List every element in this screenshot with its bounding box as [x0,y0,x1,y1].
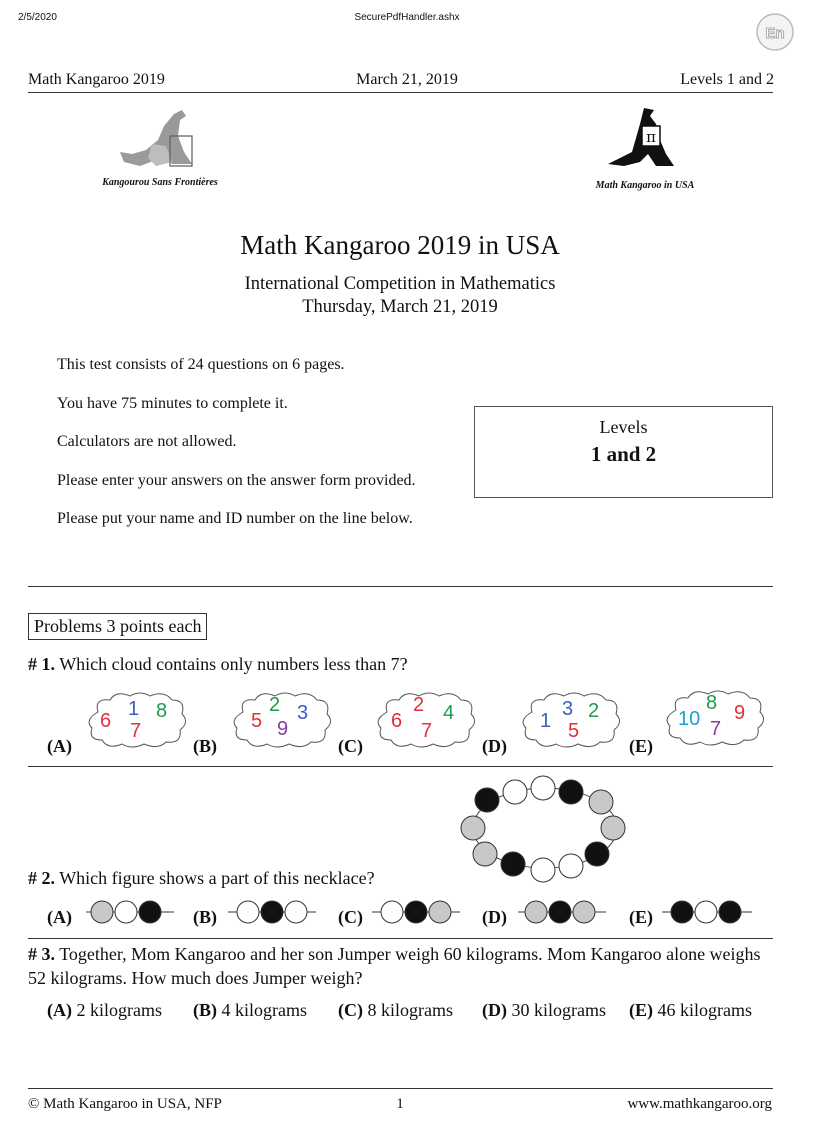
cloud-number: 9 [277,718,289,740]
math-kangaroo-logo-icon [600,104,680,176]
page-subtitle: International Competition in Mathematics [244,274,556,294]
kangourou-logo-icon [112,106,200,178]
question-text: Which cloud contains only numbers less than 7? [59,654,408,674]
en-badge-text: En [765,25,785,42]
cloud-number: 1 [128,698,140,720]
cloud-number: 1 [540,710,552,732]
q2-option-a-label[interactable]: (A) [47,907,72,927]
instruction-line: Please enter your answers on the answer form provided. [57,472,416,489]
question-2 [28,868,375,889]
q3-option-c[interactable]: (C) 8 kilograms [338,1000,453,1020]
question-number: # 3. [28,944,55,964]
q2-option-c-label[interactable]: (C) [338,907,363,927]
print-filename: SecurePdfHandler.ashx [354,12,460,23]
bead [473,842,497,866]
levels-value: 1 and 2 [590,442,657,466]
q2-option-a-beads[interactable] [86,900,176,924]
footer-copyright: © Math Kangaroo in USA, NFP [28,1096,222,1112]
header-left: Math Kangaroo 2019 [28,71,165,88]
q2-option-b-beads[interactable] [228,900,318,924]
question-text: Together, Mom Kangaroo and her son Jumper weigh 60 kilograms. Mom Kangaroo alone weighs 52 kilograms. How much does Jumper weigh? [28,944,761,988]
levels-label: Levels [599,417,648,437]
q1-option-e-label[interactable]: (E) [629,736,653,756]
cloud-number: 2 [269,694,281,716]
section-rule [28,586,773,587]
footer-rule [28,1088,773,1089]
instruction-line: You have 75 minutes to complete it. [57,395,288,412]
cloud-number: 2 [413,694,425,716]
cloud-number: 4 [443,702,455,724]
bead [601,816,625,840]
footer-page-number: 1 [396,1096,404,1112]
question-3 [28,942,776,990]
header-right: Levels 1 and 2 [680,71,774,88]
q1-cloud-b[interactable] [229,690,335,750]
q1-cloud-a[interactable] [84,690,190,750]
bead [559,780,583,804]
bead [531,858,555,882]
necklace-figure [455,772,635,884]
question-text: Which figure shows a part of this necklace? [59,868,375,888]
q2-option-d-label[interactable]: (D) [482,907,507,927]
bead [503,780,527,804]
header-center: March 21, 2019 [356,71,458,88]
q2-option-b-label[interactable]: (B) [193,907,217,927]
q1-cloud-d[interactable] [518,690,624,750]
header-rule [28,92,773,93]
question-number: # 1. [28,654,55,674]
q1-option-c-label[interactable]: (C) [338,736,363,756]
bead [559,854,583,878]
cloud-number: 2 [588,700,600,722]
footer-url[interactable]: www.mathkangaroo.org [627,1096,772,1112]
question-rule [28,766,773,767]
cloud-number: 8 [156,700,168,722]
cloud-number: 6 [391,710,403,732]
question-1 [28,654,408,675]
q3-option-e[interactable]: (E) 46 kilograms [629,1000,752,1020]
cloud-number: 7 [710,718,722,740]
levels-box [474,406,773,498]
bead [475,788,499,812]
pi-symbol: π [646,128,656,146]
cloud-number: 3 [562,698,574,720]
cloud-number: 10 [678,708,701,730]
question-rule [28,938,773,939]
page-title: Math Kangaroo 2019 in USA [240,230,560,260]
print-date: 2/5/2020 [18,12,57,23]
bead [585,842,609,866]
q1-option-d-label[interactable]: (D) [482,736,507,756]
bead [589,790,613,814]
instruction-line: Calculators are not allowed. [57,433,237,450]
bead [461,816,485,840]
cloud-number: 7 [130,720,142,742]
section-label: Problems 3 points each [28,613,207,640]
bead [531,776,555,800]
q1-cloud-e[interactable] [662,688,768,748]
q3-option-a[interactable]: (A) 2 kilograms [47,1000,162,1020]
cloud-number: 9 [734,702,746,724]
en-badge-icon[interactable] [752,12,798,52]
kangourou-caption: Kangourou Sans Frontières [102,177,218,188]
cloud-number: 3 [297,702,309,724]
q2-option-e-label[interactable]: (E) [629,907,653,927]
instruction-line: Please put your name and ID number on the line below. [57,510,413,527]
cloud-number: 6 [100,710,112,732]
cloud-number: 8 [706,692,718,714]
q2-option-e-beads[interactable] [662,900,754,924]
cloud-number: 7 [421,720,433,742]
bead [501,852,525,876]
q2-option-d-beads[interactable] [518,900,608,924]
cloud-number: 5 [568,720,580,742]
q2-option-c-beads[interactable] [372,900,462,924]
q3-option-d[interactable]: (D) 30 kilograms [482,1000,606,1020]
q1-option-a-label[interactable]: (A) [47,736,72,756]
math-kangaroo-caption: Math Kangaroo in USA [595,180,695,191]
competition-date: Thursday, March 21, 2019 [302,297,498,317]
cloud-number: 5 [251,710,263,732]
q3-option-b[interactable]: (B) 4 kilograms [193,1000,307,1020]
q1-option-b-label[interactable]: (B) [193,736,217,756]
instruction-line: This test consists of 24 questions on 6 pages. [57,356,345,373]
q1-cloud-c[interactable] [373,690,479,750]
question-number: # 2. [28,868,55,888]
